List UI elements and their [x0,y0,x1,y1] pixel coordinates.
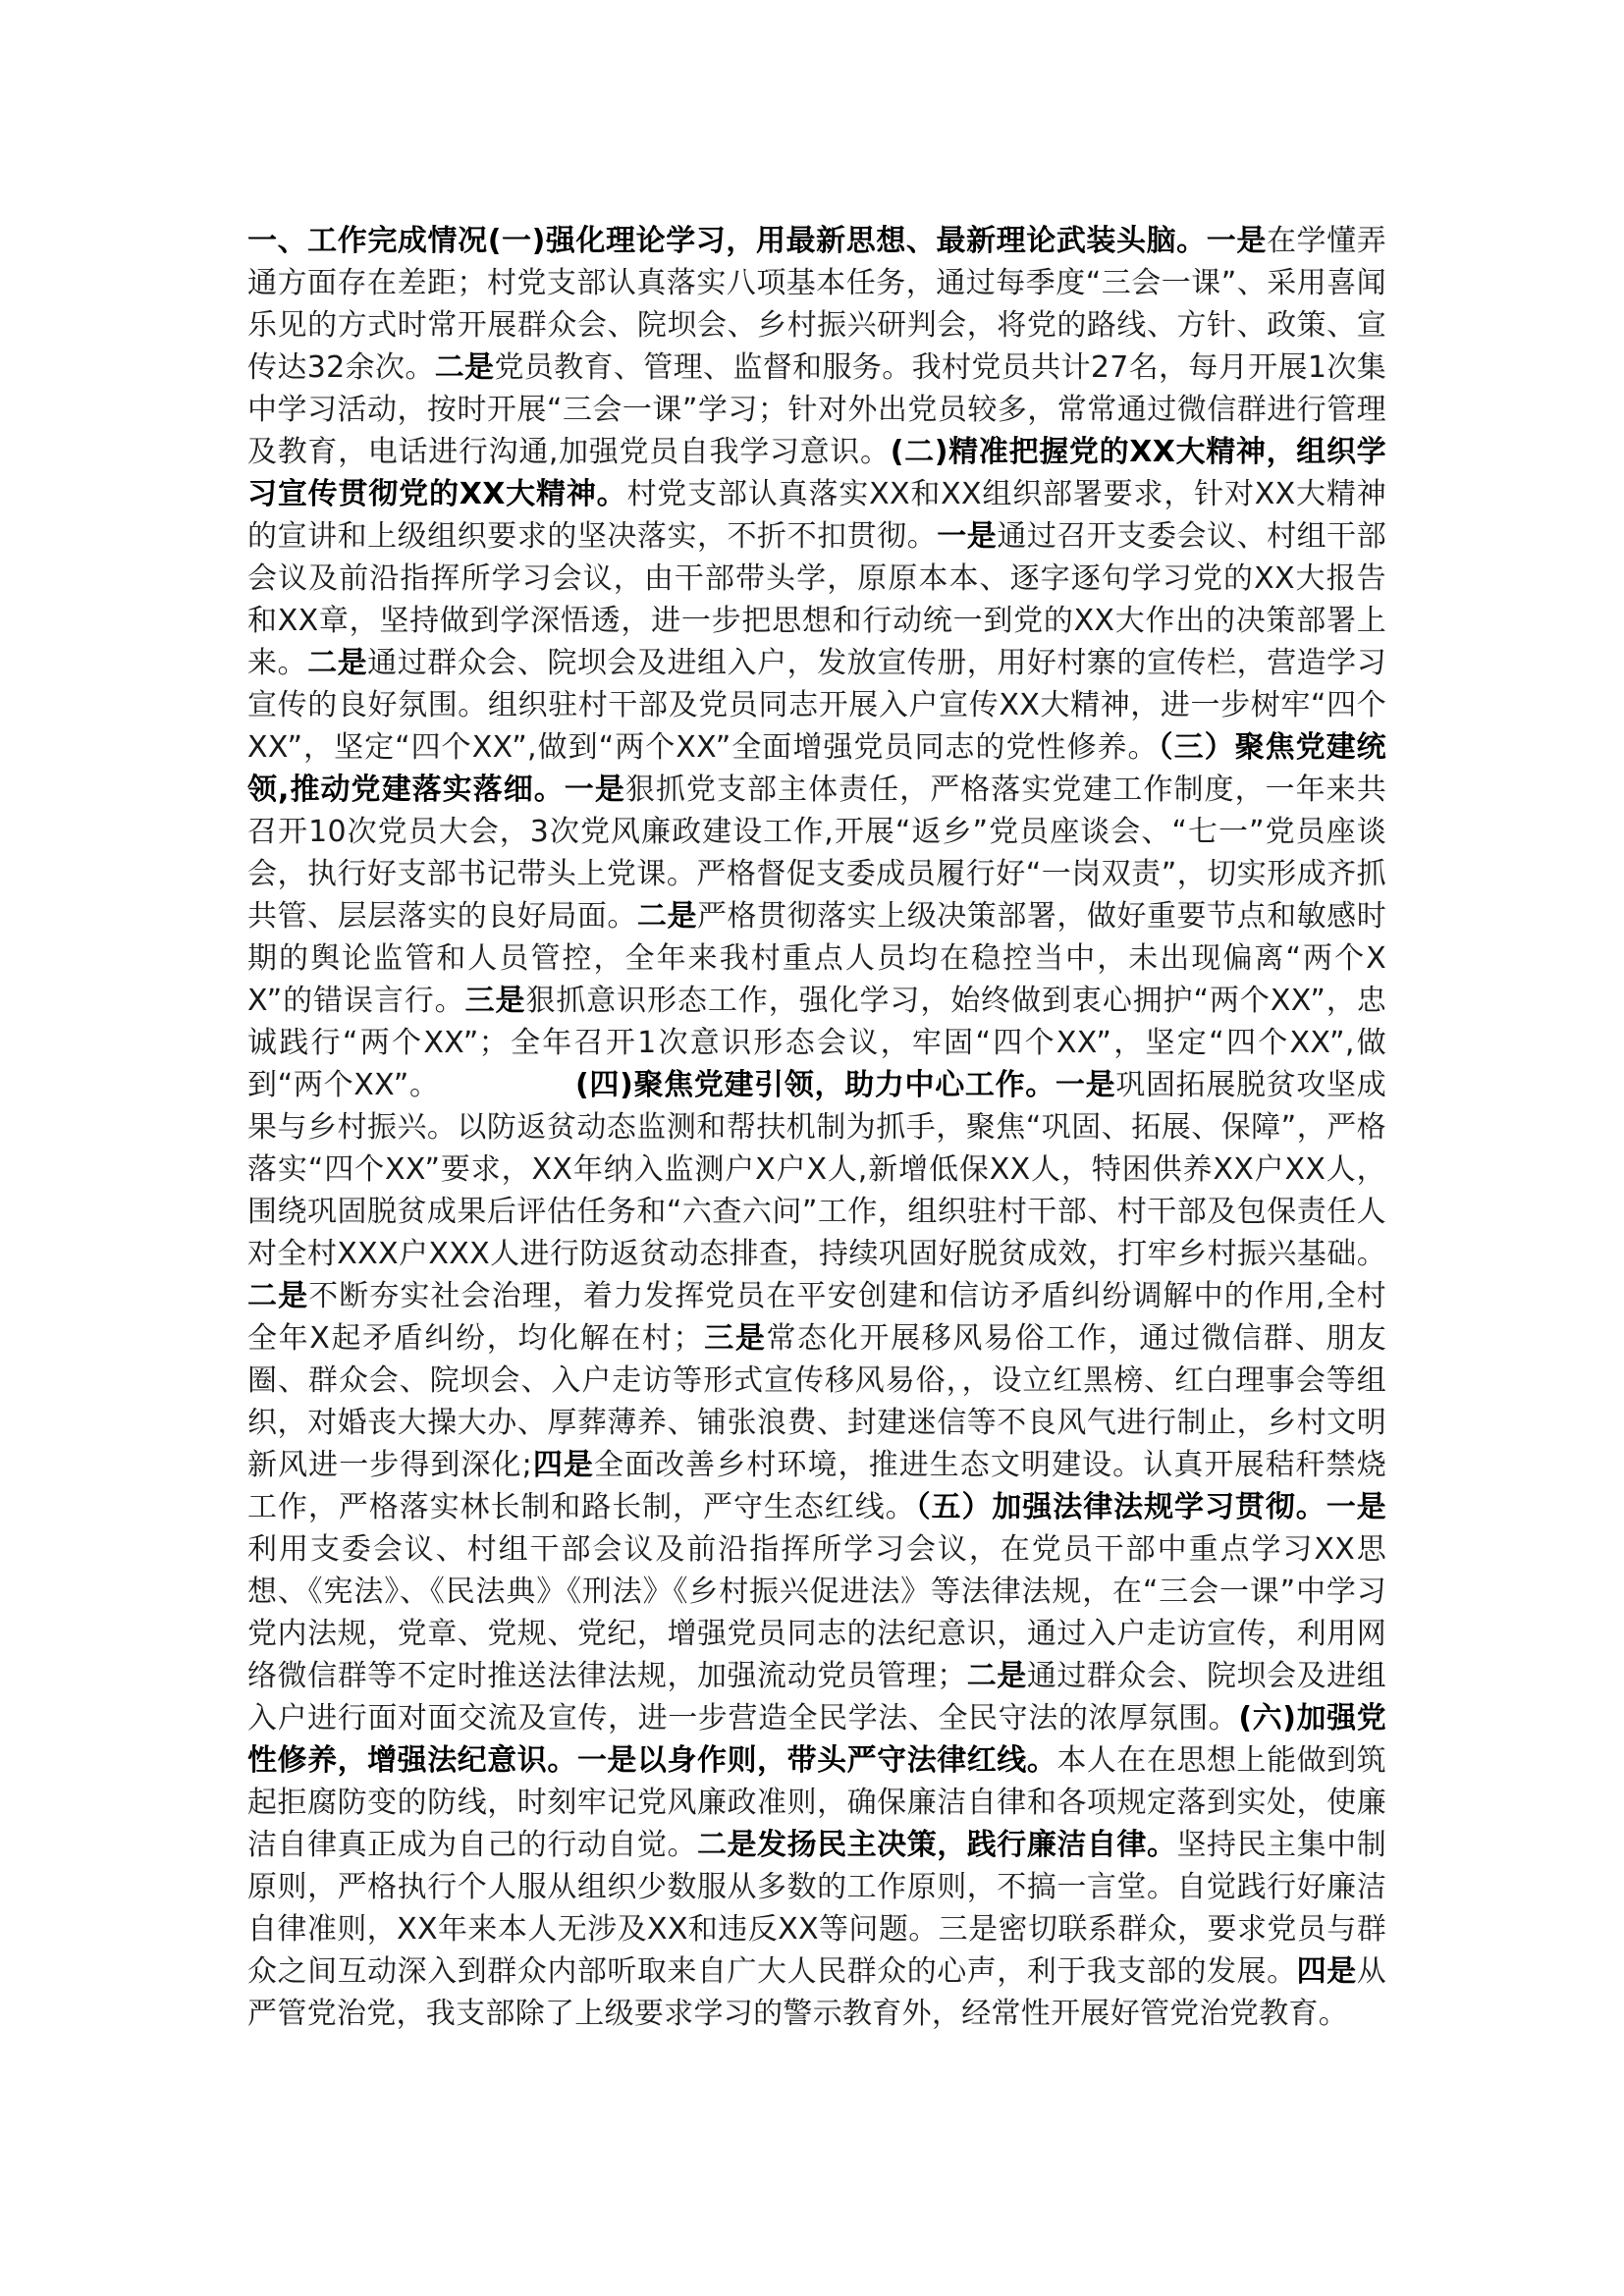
bold-heading-run: 四是 [1296,1954,1357,1989]
document-body [247,220,1386,2035]
bold-heading-run: 二是 [966,1659,1027,1693]
body-text-run: 常态化开展移风易俗工作，通过微信群、朋友圈、群众会、院坝会、入户走访等形式宣传移风易俗，，设立红黑榜、红白理事会等组织，对婚丧大操大办、厚葬薄养、铺张浪费、封建迷信等不良风气进行制止，乡村文明新风进一步得到深化; [247,1321,1387,1482]
bold-heading-run: （五）加强法律法规学习贯彻。一是 [915,1490,1386,1524]
bold-heading-run: 二是发扬民主决策，践行廉洁自律。 [696,1828,1177,1862]
body-text-run: 利用支委会议、村组干部会议及前沿指挥所学习会议，在党员干部中重点学习XX思想、《宪法》、《民法典》《刑法》《乡村振兴促进法》等法律法规，在“三会一课”中学习党内法规，党章、党规、党纪，增强党员同志的法纪意识，通过入户走访宣传，利用网络微信群等不定时推送法律法规，加强流动党员管理； [247,1532,1386,1693]
bold-heading-run: 三是 [464,984,526,1018]
bold-heading-run: (四)聚焦党建引领，助力中心工作。一是 [575,1068,1116,1102]
body-text-run: 通过召开支委会议、村组干部会议及前沿指挥所学习会议，由干部带头学，原原本本、逐字逐句学习党的XX大报告和XX章，坚持做到学深悟透，进一步把思想和行动统一到党的XX大作出的决策部署上来。 [247,519,1386,680]
bold-heading-run: 二是 [307,646,368,680]
body-text-run: 本人在在思想上能做到筑起拒腐防变的防线，时刻牢记党风廉政准则，确保廉洁自律和各项规定落到实处，使廉洁自律真正成为自己的行动自觉。 [247,1743,1386,1862]
bold-heading-run: 二是 [636,899,697,934]
bold-heading-run: 二是 [247,1279,309,1313]
bold-heading-run: 二是 [434,350,495,385]
bold-heading-run: 四是 [532,1448,594,1482]
body-text-run: 在学懂弄通方面存在差距；村党支部认真落实八项基本任务，通过每季度“三会一课”、采用喜闻乐见的方式时常开展群众会、院坝会、乡村振兴研判会，将党的路线、方针、政策、宣传达32余次。 [247,224,1386,385]
body-text-run: 狠抓党支部主体责任，严格落实党建工作制度，一年来共召开10次党员大会，3次党风廉政建设工作,开展“返乡”党员座谈会、“七一”党员座谈会，执行好支部书记带头上党课。严格督促支委成员履行好“一岗双责”，切实形成齐抓共管、层层落实的良好局面。 [247,773,1387,934]
body-text-run: 党员教育、管理、监督和服务。我村党员共计27名，每月开展1次集中学习活动，按时开展“三会一课”学习；针对外出党员较多，常常通过微信群进行管理及教育，电话进行沟通,加强党员自我学习意识。 [247,350,1386,469]
bold-heading-run: (二)精准把握党的XX大精神，组织学习宣传贯彻党的XX大精神。 [247,435,1386,511]
body-text-run: 从严管党治党，我支部除了上级要求学习的警示教育外，经常性开展好管党治党教育。 [247,1954,1387,2031]
body-text-run: 巩固拓展脱贫攻坚成果与乡村振兴。以防返贫动态监测和帮扶机制为抓手，聚焦“巩固、拓展、保障”，严格落实“四个XX”要求，XX年纳入监测户X户X人,新增低保XX人，特困供养XX户XX人，围绕巩固脱贫成果后评估任务和“六查六问”工作，组织驻村干部、村干部及包保责任人对全村XXX户XXX人进行防返贫动态排查，持续巩固好脱贫成效，打牢乡村振兴基础。 [247,1068,1387,1271]
body-text-run: 狠抓意识形态工作，强化学习，始终做到衷心拥护“两个XX”，忠诚践行“两个XX”；全年召开1次意识形态会议，牢固“四个XX”，坚定“四个XX”,做到“两个XX”。 [247,984,1387,1102]
bold-heading-run: 一是 [937,519,998,554]
body-text-run: 通过群众会、院坝会及进组入户进行面对面交流及宣传，进一步营造全民学法、全民守法的浓厚氛围。 [247,1659,1386,1735]
body-text-run: 村党支部认真落实XX和XX组织部署要求，针对XX大精神的宣讲和上级组织要求的坚决落实，不折不扣贯彻。 [247,477,1386,554]
bold-heading-run: 三是 [702,1321,767,1356]
bold-heading-run: （三）聚焦党建统领,推动党建落实落细。一是 [247,730,1386,807]
body-text-run: 坚持民主集中制原则，严格执行个人服从组织少数服从多数的工作原则，不搞一言堂。自觉践行好廉洁自律准则，XX年来本人无涉及XX和违反XX等问题。三是密切联系群众，要求党员与群众之间互动深入到群众内部听取来自广大人民群众的心声，利于我支部的发展。 [247,1828,1386,1989]
bold-heading-run: (六)加强党性修养，增强法纪意识。一是以身作则，带头严守法律红线。 [247,1701,1386,1778]
body-text-run: 严格贯彻落实上级决策部署，做好重要节点和敏感时期的舆论监管和人员管控，全年来我村重点人员均在稳控当中，未出现偏离“两个XX”的错误言行。 [247,899,1386,1018]
body-paragraph [247,220,1386,2035]
body-text-run: 不断夯实社会治理，着力发挥党员在平安创建和信访矛盾纠纷调解中的作用,全村全年X起矛盾纠纷，均化解在村； [247,1279,1386,1356]
bold-heading-run: 一、工作完成情况(一)强化理论学习，用最新思想、最新理论武装头脑。一是 [247,224,1267,258]
body-text-run: 全面改善乡村环境，推进生态文明建设。认真开展秸秆禁烧工作，严格落实林长制和路长制，严守生态红线。 [247,1448,1387,1524]
body-text-run: 通过群众会、院坝会及进组入户，发放宣传册，用好村寨的宣传栏，营造学习宣传的良好氛围。组织驻村干部及党员同志开展入户宣传XX大精神，进一步树牢“四个XX”，坚定“四个XX”,做到“两个XX”全面增强党员同志的党性修养。 [247,646,1387,765]
